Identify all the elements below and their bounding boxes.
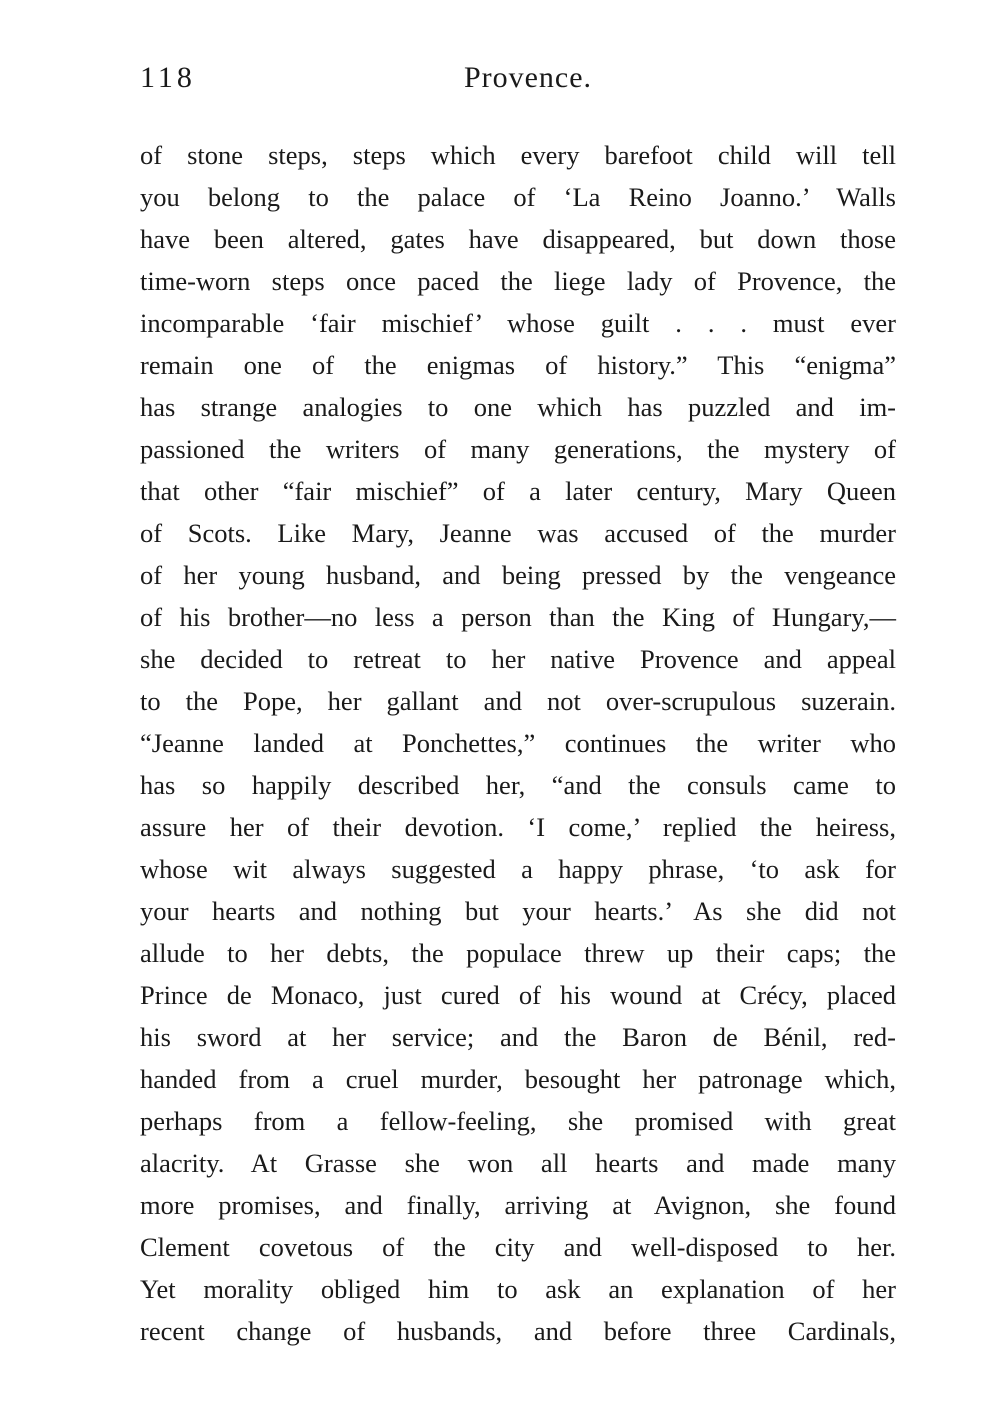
text-line: remain one of the enigmas of history.” This “enigma” bbox=[140, 350, 896, 380]
text-line: Clement covetous of the city and well-disposed to her. bbox=[140, 1232, 896, 1262]
text-line: his sword at her service; and the Baron de Bénil, red- bbox=[140, 1022, 896, 1052]
text-line: of his brother—no less a person than the King of Hungary,— bbox=[140, 602, 896, 632]
text-line: incomparable ‘fair mischief’ whose guilt . . . must ever bbox=[140, 308, 896, 338]
text-line: that other “fair mischief” of a later century, Mary Queen bbox=[140, 476, 896, 506]
text-line: perhaps from a fellow-feeling, she promised with great bbox=[140, 1106, 896, 1136]
text-line: Yet morality obliged him to ask an explanation of her bbox=[140, 1274, 896, 1304]
text-line: allude to her debts, the populace threw up their caps; the bbox=[140, 938, 896, 968]
text-line: passioned the writers of many generations, the mystery of bbox=[140, 434, 896, 464]
text-line: she decided to retreat to her native Provence and appeal bbox=[140, 644, 896, 674]
page-number: 118 bbox=[140, 61, 196, 94]
text-line: whose wit always suggested a happy phrase, ‘to ask for bbox=[140, 854, 896, 884]
text-line: has strange analogies to one which has puzzled and im- bbox=[140, 392, 896, 422]
body-text bbox=[140, 134, 896, 1352]
text-line: alacrity. At Grasse she won all hearts and made many bbox=[140, 1148, 896, 1178]
text-line: more promises, and finally, arriving at Avignon, she found bbox=[140, 1190, 896, 1220]
running-head bbox=[140, 58, 896, 98]
text-line: “Jeanne landed at Ponchettes,” continues the writer who bbox=[140, 728, 896, 758]
text-line: of Scots. Like Mary, Jeanne was accused of the murder bbox=[140, 518, 896, 548]
text-line: of stone steps, steps which every barefoot child will tell bbox=[140, 140, 896, 170]
running-title: Provence. bbox=[463, 61, 593, 94]
text-line: you belong to the palace of ‘La Reino Joanno.’ Walls bbox=[140, 182, 896, 212]
text-line: to the Pope, her gallant and not over-scrupulous suzerain. bbox=[140, 686, 896, 716]
text-line: handed from a cruel murder, besought her patronage which, bbox=[140, 1064, 896, 1094]
text-line: your hearts and nothing but your hearts.’ As she did not bbox=[140, 896, 896, 926]
text-line: of her young husband, and being pressed by the vengeance bbox=[140, 560, 896, 590]
text-line: assure her of their devotion. ‘I come,’ replied the heiress, bbox=[140, 812, 896, 842]
text-line: have been altered, gates have disappeared, but down those bbox=[140, 224, 896, 254]
text-line: time-worn steps once paced the liege lady of Provence, the bbox=[140, 266, 896, 296]
text-line: Prince de Monaco, just cured of his wound at Crécy, placed bbox=[140, 980, 896, 1010]
text-line: has so happily described her, “and the consuls came to bbox=[140, 770, 896, 800]
text-line: recent change of husbands, and before three Cardinals, bbox=[140, 1316, 896, 1346]
